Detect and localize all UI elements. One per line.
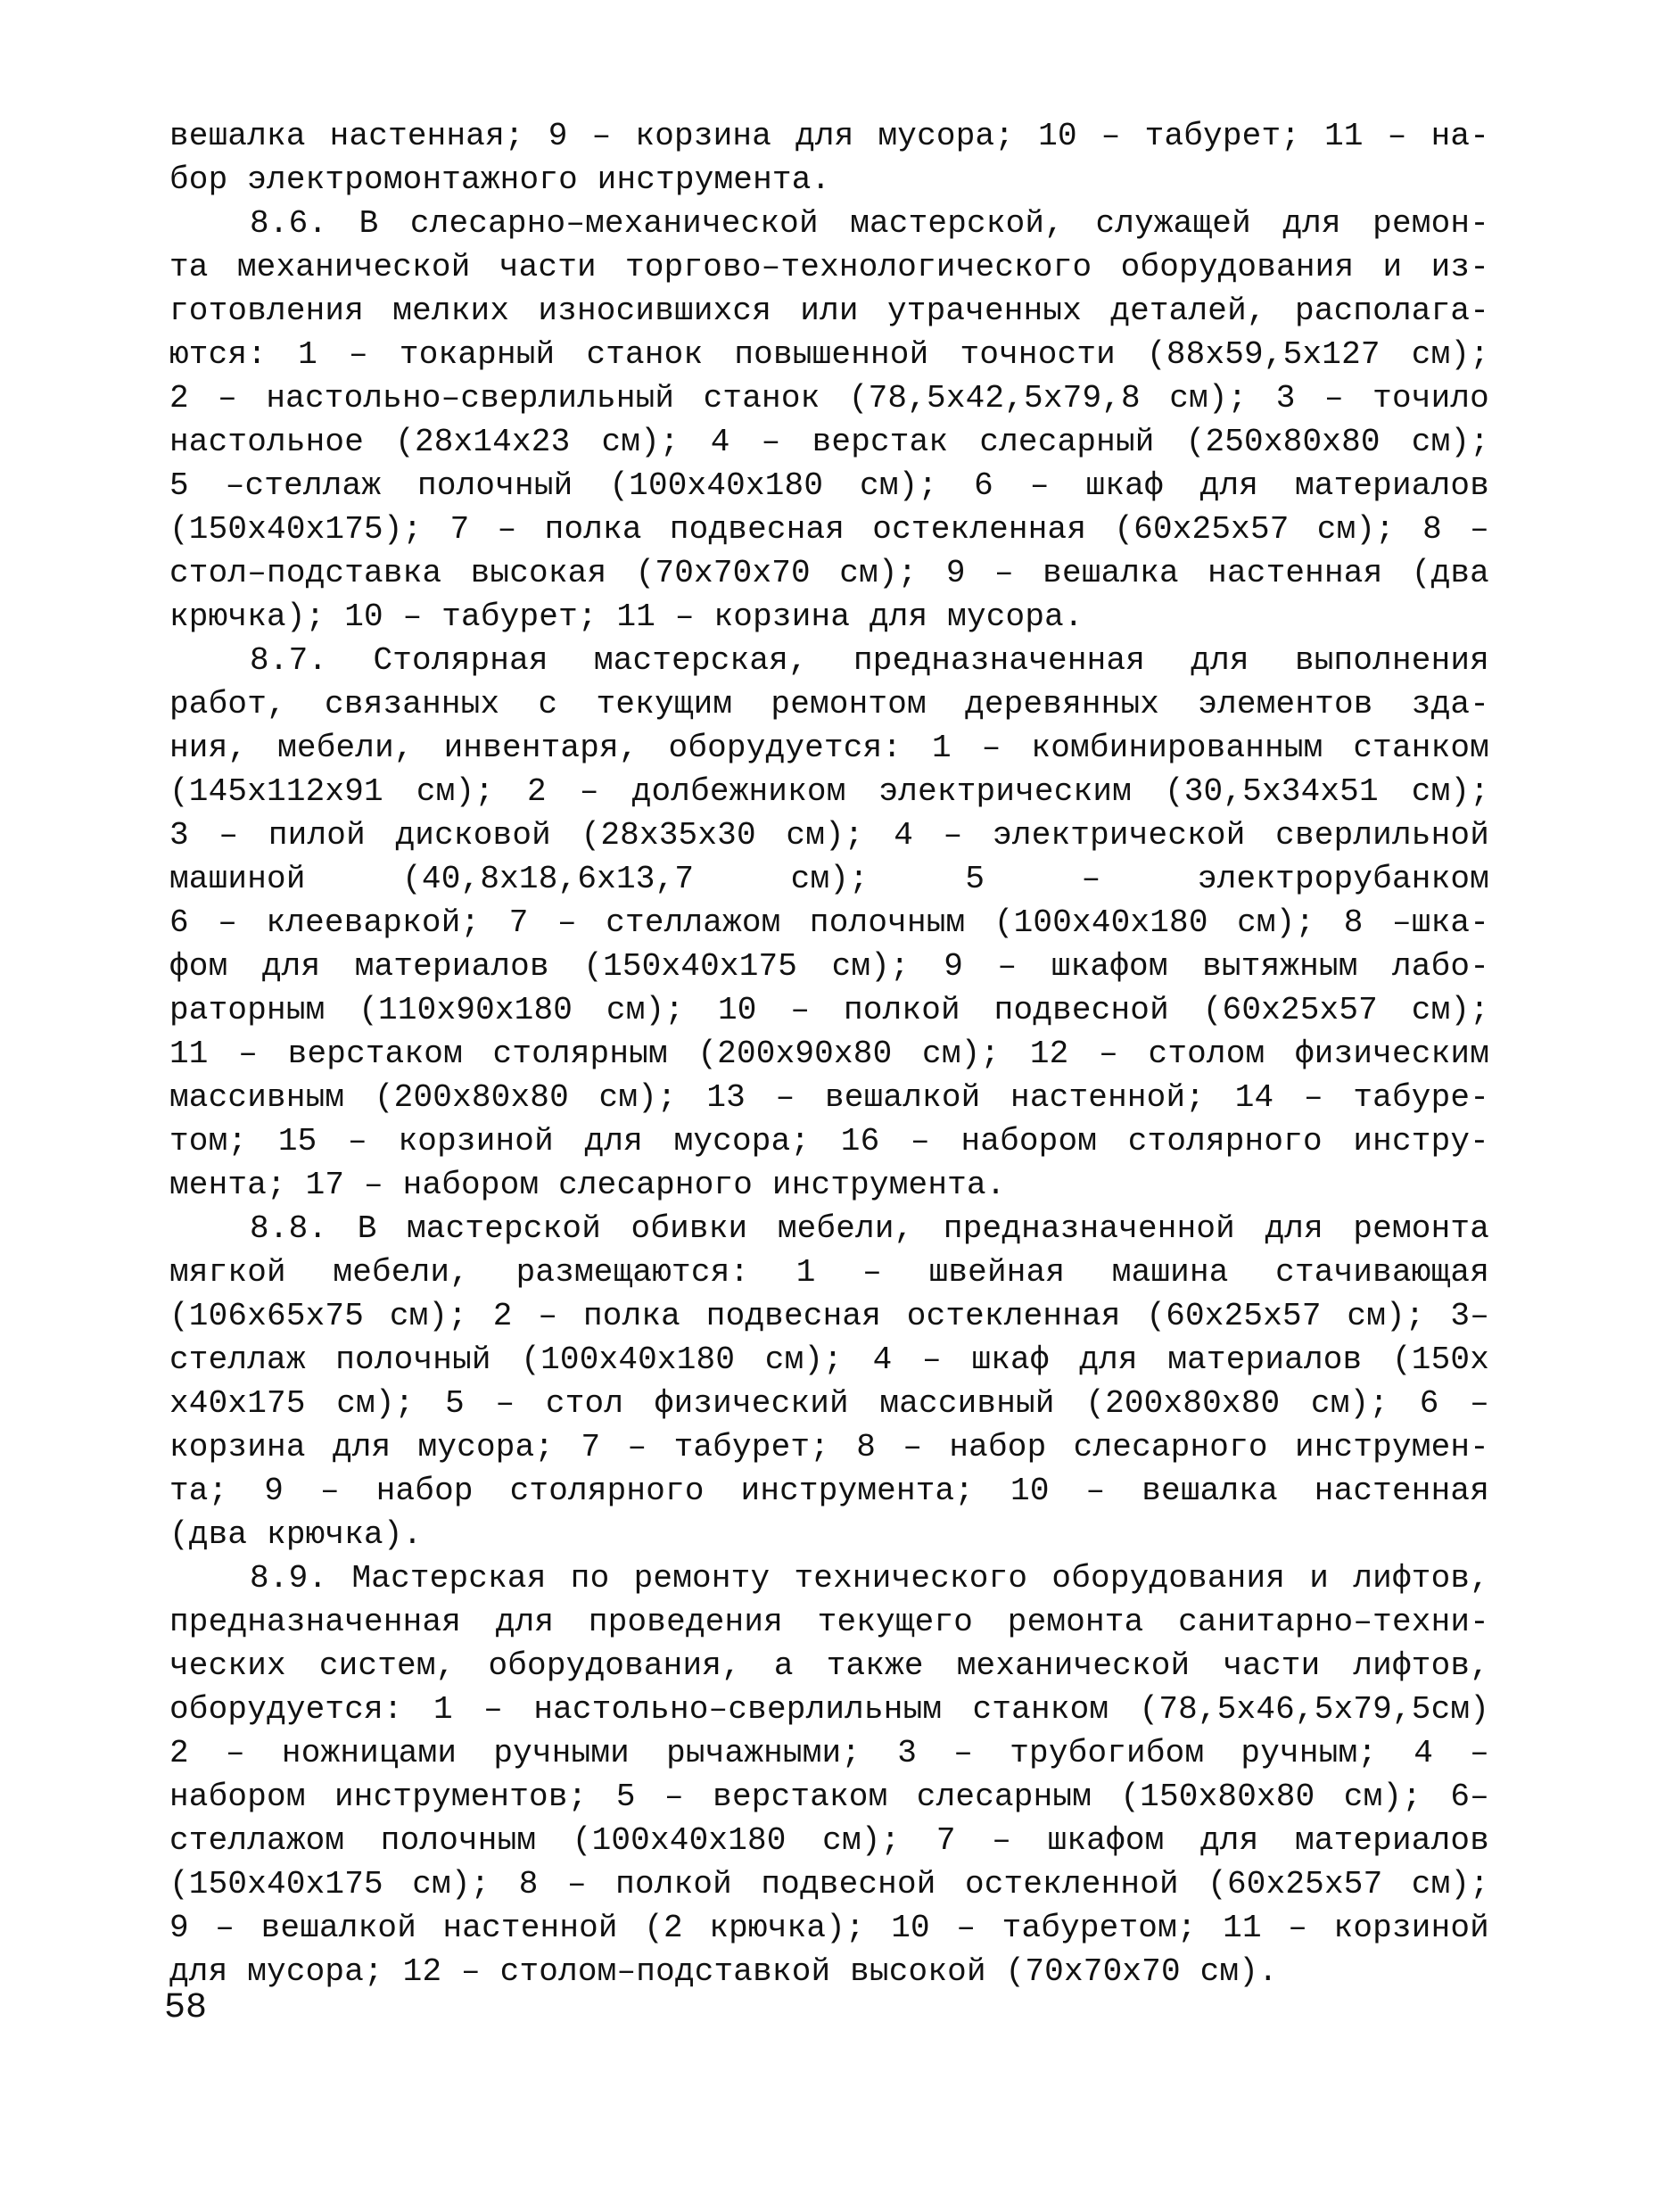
text-line: стеллажом полочным (100x40x180 см); 7 – шкафом для материалов [169,1822,1489,1859]
text-line: ются: 1 – токарный станок повышенной точности (88x59,5x127 см); [169,336,1489,373]
text-line: (145x112x91 см); 2 – долбежником электрическим (30,5x34x51 см); [169,773,1489,810]
text-line: 8.7. Столярная мастерская, предназначенная для выполнения [250,642,1489,679]
text-line: предназначенная для проведения текущего ремонта санитарно–техни- [169,1604,1489,1640]
text-line: раторным (110x90x180 см); 10 – полкой подвесной (60x25x57 см); [169,992,1489,1028]
text-line: оборудуется: 1 – настольно–сверлильным станком (78,5x46,5x79,5см) [169,1691,1489,1728]
text-line: вешалка настенная; 9 – корзина для мусора; 10 – табурет; 11 – на- [169,118,1489,154]
text-line: (106x65x75 см); 2 – полка подвесная остекленная (60x25x57 см); 3– [169,1298,1489,1334]
text-line: 8.6. В слесарно–механической мастерской, служащей для ремон- [250,205,1489,242]
text-line: 5 –стеллаж полочный (100x40x180 см); 6 – шкаф для материалов [169,467,1489,504]
text-line: 9 – вешалкой настенной (2 крючка); 10 – табуретом; 11 – корзиной [169,1910,1489,1946]
text-line: 3 – пилой дисковой (28x35x30 см); 4 – электрической сверлильной [169,817,1489,854]
text-line: крючка); 10 – табурет; 11 – корзина для мусора. [169,598,1084,635]
text-line: настольное (28x14x23 см); 4 – верстак слесарный (250x80x80 см); [169,424,1489,460]
text-line: том; 15 – корзиной для мусора; 16 – набором столярного инстру- [169,1123,1489,1160]
text-line: ния, мебели, инвентаря, оборудуется: 1 – комбинированным станком [169,730,1489,766]
text-line: x40x175 см); 5 – стол физический массивный (200x80x80 см); 6 – [169,1385,1489,1422]
text-line: для мусора; 12 – столом–подставкой высокой (70x70x70 см). [169,1953,1278,1990]
text-line: 8.9. Мастерская по ремонту технического оборудования и лифтов, [250,1560,1489,1597]
text-line: 2 – настольно–сверлильный станок (78,5x42,5x79,8 см); 3 – точило [169,380,1489,417]
text-line: та механической части торгово–технологического оборудования и из- [169,249,1489,285]
text-line: 6 – клееваркой; 7 – стеллажом полочным (100x40x180 см); 8 –шка- [169,904,1489,941]
text-line: 8.8. В мастерской обивки мебели, предназначенной для ремонта [250,1210,1489,1247]
text-line: та; 9 – набор столярного инструмента; 10 – вешалка настенная [169,1473,1489,1509]
text-line: стол–подставка высокая (70x70x70 см); 9 – вешалка настенная (два [169,555,1489,591]
text-line: (два крючка). [169,1516,423,1553]
text-line: набором инструментов; 5 – верстаком слесарным (150x80x80 см); 6– [169,1779,1489,1815]
text-line: мента; 17 – набором слесарного инструмента. [169,1167,1006,1203]
text-line: 11 – верстаком столярным (200x90x80 см); 12 – столом физическим [169,1036,1489,1072]
text-line: (150x40x175 см); 8 – полкой подвесной остекленной (60x25x57 см); [169,1866,1489,1902]
text-line: фом для материалов (150x40x175 см); 9 – шкафом вытяжным лабо- [169,948,1489,985]
page-number: 58 [164,1988,208,2028]
text-line: корзина для мусора; 7 – табурет; 8 – набор слесарного инструмен- [169,1429,1489,1465]
text-line: готовления мелких износившихся или утраченных деталей, располага- [169,293,1489,329]
text-line: массивным (200x80x80 см); 13 – вешалкой настенной; 14 – табуре- [169,1079,1489,1116]
text-line: машиной (40,8x18,6x13,7 см); 5 – электрорубанком [169,861,1489,897]
document-body [169,114,1489,1993]
text-line: работ, связанных с текущим ремонтом деревянных элементов зда- [169,686,1489,722]
text-line: 2 – ножницами ручными рычажными; 3 – трубогибом ручным; 4 – [169,1735,1489,1771]
text-line: ческих систем, оборудования, а также механической части лифтов, [169,1647,1489,1684]
text-line: стеллаж полочный (100x40x180 см); 4 – шкаф для материалов (150x [169,1341,1489,1378]
text-line: мягкой мебели, размещаются: 1 – швейная машина стачивающая [169,1254,1489,1291]
text-line: (150x40x175); 7 – полка подвесная остекленная (60x25x57 см); 8 – [169,511,1489,548]
text-line: бор электромонтажного инструмента. [169,161,831,198]
